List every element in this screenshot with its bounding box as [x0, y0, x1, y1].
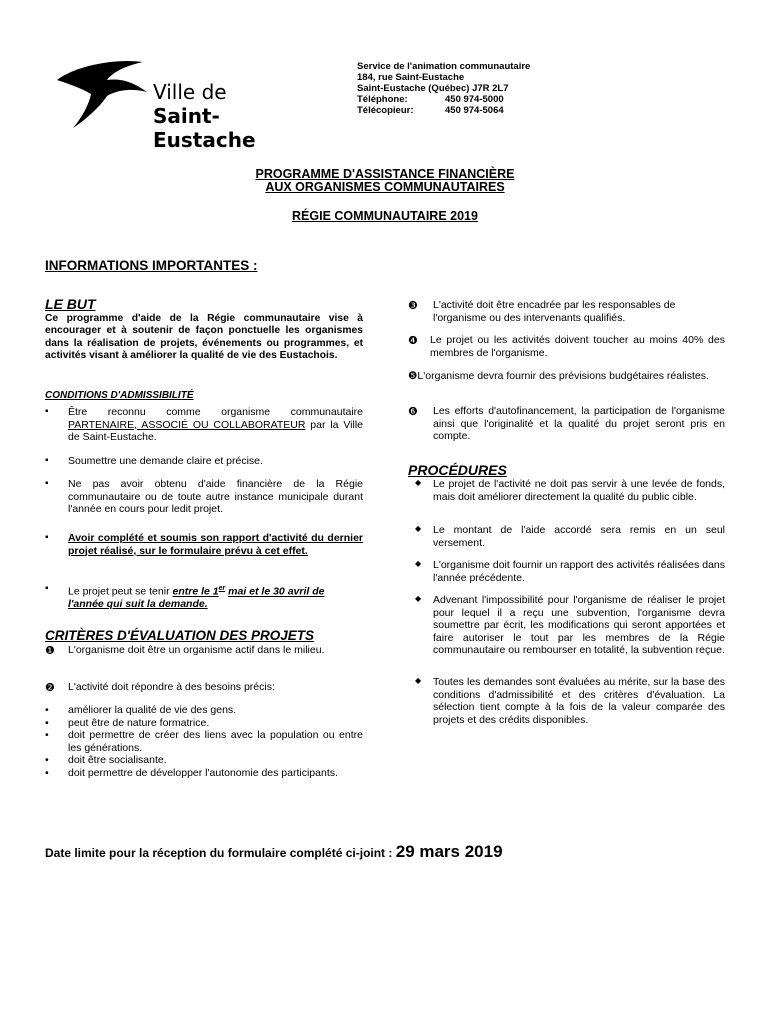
contact-service: Service de l'animation communautaire — [357, 61, 531, 72]
bullet-square-icon: ▪ — [45, 406, 49, 417]
contact-street: 184, rue Saint-Eustache — [357, 72, 465, 83]
fax-label: Télécopieur: — [357, 105, 414, 116]
number-3-icon: ❸ — [408, 300, 418, 312]
bullet-square-icon: ▪ — [45, 478, 49, 489]
critere-sub-list — [45, 704, 363, 779]
condition-item-3: Ne pas avoir obtenu d'aide financière de la Régie communautaire ou de toute autre instance municipale durant l'année en cours pour ledit projet. — [68, 478, 363, 515]
condition-5-date-start: entre le 1 — [172, 585, 219, 598]
condition-1-post: par la Ville de Saint-Eustache. — [68, 418, 363, 443]
procedure-item: Toutes les demandes sont évaluées au mérite, sur la base des conditions d'admissibilité et des critères d'évaluation. La sélection tient compte à la fois de la valeur comparée des projets et des crédits disponibles. — [433, 676, 725, 726]
critere-item-5 — [408, 370, 725, 383]
bullet-square-icon: ▪ — [45, 583, 49, 594]
critere-item-6: Les efforts d'autofinancement, la participation de l'organisme ainsi que l'originalité et la qualité du projet seront pris en compte. — [433, 405, 725, 442]
condition-item-1 — [68, 406, 363, 444]
bullet-diamond-icon: ◆ — [415, 524, 422, 533]
critere-sub-item: • peut être de nature formatrice. — [45, 716, 210, 729]
bullet-dot-icon: • — [45, 704, 49, 716]
bullet-square-icon: ▪ — [45, 532, 49, 543]
critere-5-text: L'organisme devra fournir des prévisions budgétaires réalistes. — [417, 370, 709, 382]
number-6-icon: ❻ — [408, 406, 418, 418]
procedure-item: Advenant l'impossibilité pour l'organisme de réaliser le projet pour lequel il a reçu une subvention, l'organisme devra soumettre par écrit, les modifications qui seront apportées et faire autoriser le tout par les membres de la Régie communautaire ou rembourser en totalité, la subvention reçue. — [433, 594, 725, 656]
condition-5-date-end: mai et le 30 avril de l'année qui suit la demande. — [68, 585, 325, 610]
title-line-3: RÉGIE COMMUNAUTAIRE 2019 — [292, 209, 478, 223]
left-column — [45, 298, 363, 363]
number-2-icon: ❷ — [45, 682, 55, 694]
bullet-diamond-icon: ◆ — [415, 478, 422, 487]
procedure-item: Le projet de l'activité ne doit pas servir à une levée de fonds, mais doit améliorer directement la qualité du public cible. — [433, 478, 725, 503]
condition-5-sup: er — [218, 585, 226, 592]
but-heading: LE BUT — [45, 296, 96, 312]
critere-item-4: Le projet ou les activités doivent toucher au moins 40% des membres de l'organisme. — [430, 334, 725, 359]
critere-item-3: L'activité doit être encadrée par les responsables de l'organisme ou des intervenants qualifiés. — [433, 299, 676, 324]
procedure-item: L'organisme doit fournir un rapport des activités réalisées dans l'année précédente. — [433, 559, 725, 584]
contact-phone-row — [357, 94, 530, 105]
contact-fax-row — [357, 105, 530, 116]
deadline-label: Date limite pour la réception du formulaire complété ci-joint : — [45, 846, 393, 860]
critere-item-1: L'organisme doit être un organisme actif dans le milieu. — [68, 644, 325, 656]
procedures-heading: PROCÉDURES — [408, 462, 507, 478]
number-4-icon: ❹ — [408, 335, 418, 347]
condition-1-underlined: PARTENAIRE, ASSOCIÉ OU COLLABORATEUR — [68, 418, 306, 431]
deadline-line — [45, 842, 503, 862]
critere-sub-item: • doit être socialisante. — [45, 754, 167, 766]
deadline-date: 29 mars 2019 — [395, 842, 503, 861]
contact-block — [357, 61, 530, 116]
critere-sub-item: • doit permettre de développer l'autonomie des participants. — [45, 766, 338, 779]
bullet-diamond-icon: ◆ — [415, 559, 422, 568]
number-5-icon: ❺ — [408, 370, 418, 382]
criteres-heading: CRITÈRES D'ÉVALUATION DES PROJETS — [45, 628, 314, 643]
title-line-2: AUX ORGANISMES COMMUNAUTAIRES — [265, 180, 505, 194]
but-text: Ce programme d'aide de la Régie communautaire vise à encourager et à soutenir de façon ponctuelle les organismes dans la réalisation de projets, événements ou programmes, et activités visant à améliorer la qualité de vie des Eustachois. — [45, 312, 363, 361]
conditions-heading: CONDITIONS D'ADMISSIBILITÉ — [45, 390, 194, 401]
fax-value: 450 974-5064 — [445, 105, 504, 116]
title-line-1: PROGRAMME D'ASSISTANCE FINANCIÈRE — [255, 167, 515, 181]
bullet-dot-icon: • — [45, 766, 49, 779]
bullet-diamond-icon: ◆ — [415, 676, 422, 685]
city-logo — [55, 58, 310, 152]
bullet-dot-icon: • — [45, 729, 49, 741]
critere-sub-item: • doit permettre de créer des liens avec la population ou entre les générations. — [45, 729, 363, 754]
bullet-dot-icon: • — [45, 754, 49, 766]
bullet-diamond-icon: ◆ — [415, 594, 422, 603]
phone-label: Téléphone: — [357, 94, 408, 105]
condition-5-pre: Le projet peut se tenir — [68, 585, 170, 598]
logo-text-ville: Ville de — [153, 80, 227, 104]
condition-1-pre: Être reconnu comme organisme communautaire — [68, 406, 363, 418]
bullet-square-icon: ▪ — [45, 455, 49, 466]
critere-sub-item: • améliorer la qualité de vie des gens. — [45, 704, 237, 716]
procedure-item: Le montant de l'aide accordé sera remis en un seul versement. — [433, 524, 725, 549]
phone-value: 450 974-5000 — [445, 94, 504, 105]
logo-text-city: Saint-Eustache — [153, 104, 256, 152]
info-heading: INFORMATIONS IMPORTANTES : — [45, 258, 258, 273]
condition-item-5 — [68, 583, 363, 611]
contact-city: Saint-Eustache (Québec) J7R 2L7 — [357, 83, 509, 94]
critere-item-2: L'activité doit répondre à des besoins précis: — [68, 681, 275, 693]
condition-item-2: Soumettre une demande claire et précise. — [68, 455, 263, 467]
swallow-bird-icon — [55, 58, 155, 130]
condition-item-4: Avoir complété et soumis son rapport d'activité du dernier projet réalisé, sur le formulaire prévu à cet effet. — [68, 532, 363, 557]
number-1-icon: ❶ — [45, 645, 55, 657]
bullet-dot-icon: • — [45, 716, 49, 729]
